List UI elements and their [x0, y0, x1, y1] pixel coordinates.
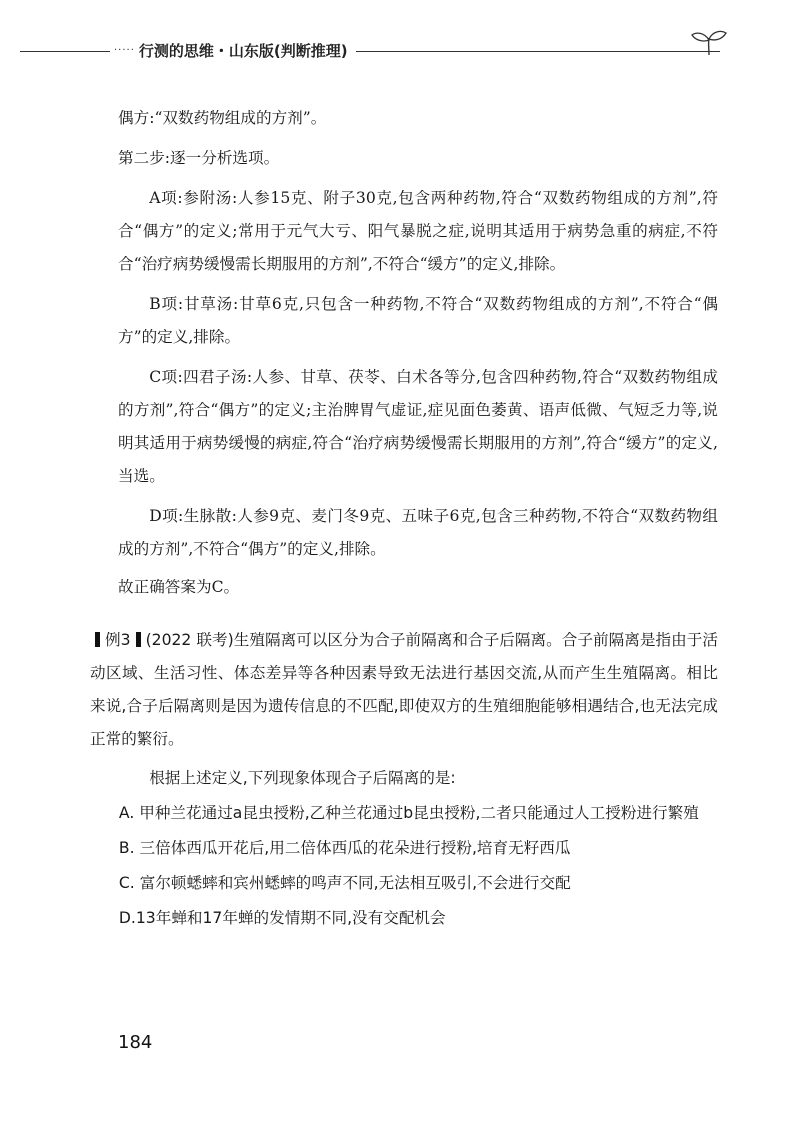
- page-header: [20, 38, 720, 62]
- paragraph-step-two: 第二步:逐一分析选项。: [118, 149, 280, 167]
- header-dots: ·····: [114, 44, 135, 56]
- paragraph-option-c-analysis: C项:四君子汤:人参、甘草、茯苓、白术各等分,包含四种药物,符合“双数药物组成的方剂”,符合“偶方”的定义;主治脾胃气虚证,症见面色萎黄、语声低微、气短乏力等,说明其适用于病势缓慢的病症,符合“治疗病势缓慢需长期服用的方剂”,符合“缓方”的定义,当选。: [118, 368, 718, 485]
- paragraph-answer: 故正确答案为C。: [118, 578, 240, 596]
- option-a: A. 甲种兰花通过a昆虫授粉,乙种兰花通过b昆虫授粉,二者只能通过人工授粉进行繁殖: [118, 804, 699, 822]
- page-content: [90, 102, 718, 935]
- paragraph-option-b-analysis: B项:甘草汤:甘草6克,只包含一种药物,不符合“双数药物组成的方剂”,不符合“偶方”的定义,排除。: [118, 295, 718, 346]
- paragraph-option-d-analysis: D项:生脉散:人参9克、麦门冬9克、五味子6克,包含三种药物,不符合“双数药物组成的方剂”,不符合“偶方”的定义,排除。: [118, 507, 718, 558]
- header-title: 行测的思维・山东版(判断推理): [138, 41, 348, 60]
- paragraph-definition: 偶方:“双数药物组成的方剂”。: [118, 109, 327, 127]
- example-question: 根据上述定义,下列现象体现合子后隔离的是:: [149, 769, 456, 787]
- paragraph-option-a-analysis: A项:参附汤:人参15克、附子30克,包含两种药物,符合“双数药物组成的方剂”,符合“偶方”的定义;常用于元气大亏、阳气暴脱之症,说明其适用于病势急重的病症,不符合“治疗病势缓慢需长期服用的方剂”,不符合“缓方”的定义,排除。: [118, 189, 718, 273]
- example-bar-left: [95, 632, 100, 647]
- example-label: 例3: [105, 631, 131, 649]
- example-text: (2022 联考)生殖隔离可以区分为合子前隔离和合子后隔离。合子前隔离是指由于活动区域、生活习性、体态差异等各种因素导致无法进行基因交流,从而产生生殖隔离。相比来说,合子后隔离则是因为遗传信息的不匹配,即使双方的生殖细胞能够相遇结合,也无法完成正常的繁衍。: [90, 631, 718, 748]
- option-b: B. 三倍体西瓜开花后,用二倍体西瓜的花朵进行授粉,培育无籽西瓜: [118, 839, 571, 857]
- sprout-icon: [690, 28, 728, 56]
- option-d: D.13年蝉和17年蝉的发情期不同,没有交配机会: [118, 909, 446, 927]
- header-rule-right: [356, 51, 720, 52]
- example-bar-right: [136, 632, 141, 647]
- example-block: [90, 624, 718, 756]
- page-number: 184: [118, 1032, 153, 1053]
- option-c: C. 富尔顿蟋蟀和宾州蟋蟀的鸣声不同,无法相互吸引,不会进行交配: [118, 874, 571, 892]
- header-rule-left: [20, 51, 110, 52]
